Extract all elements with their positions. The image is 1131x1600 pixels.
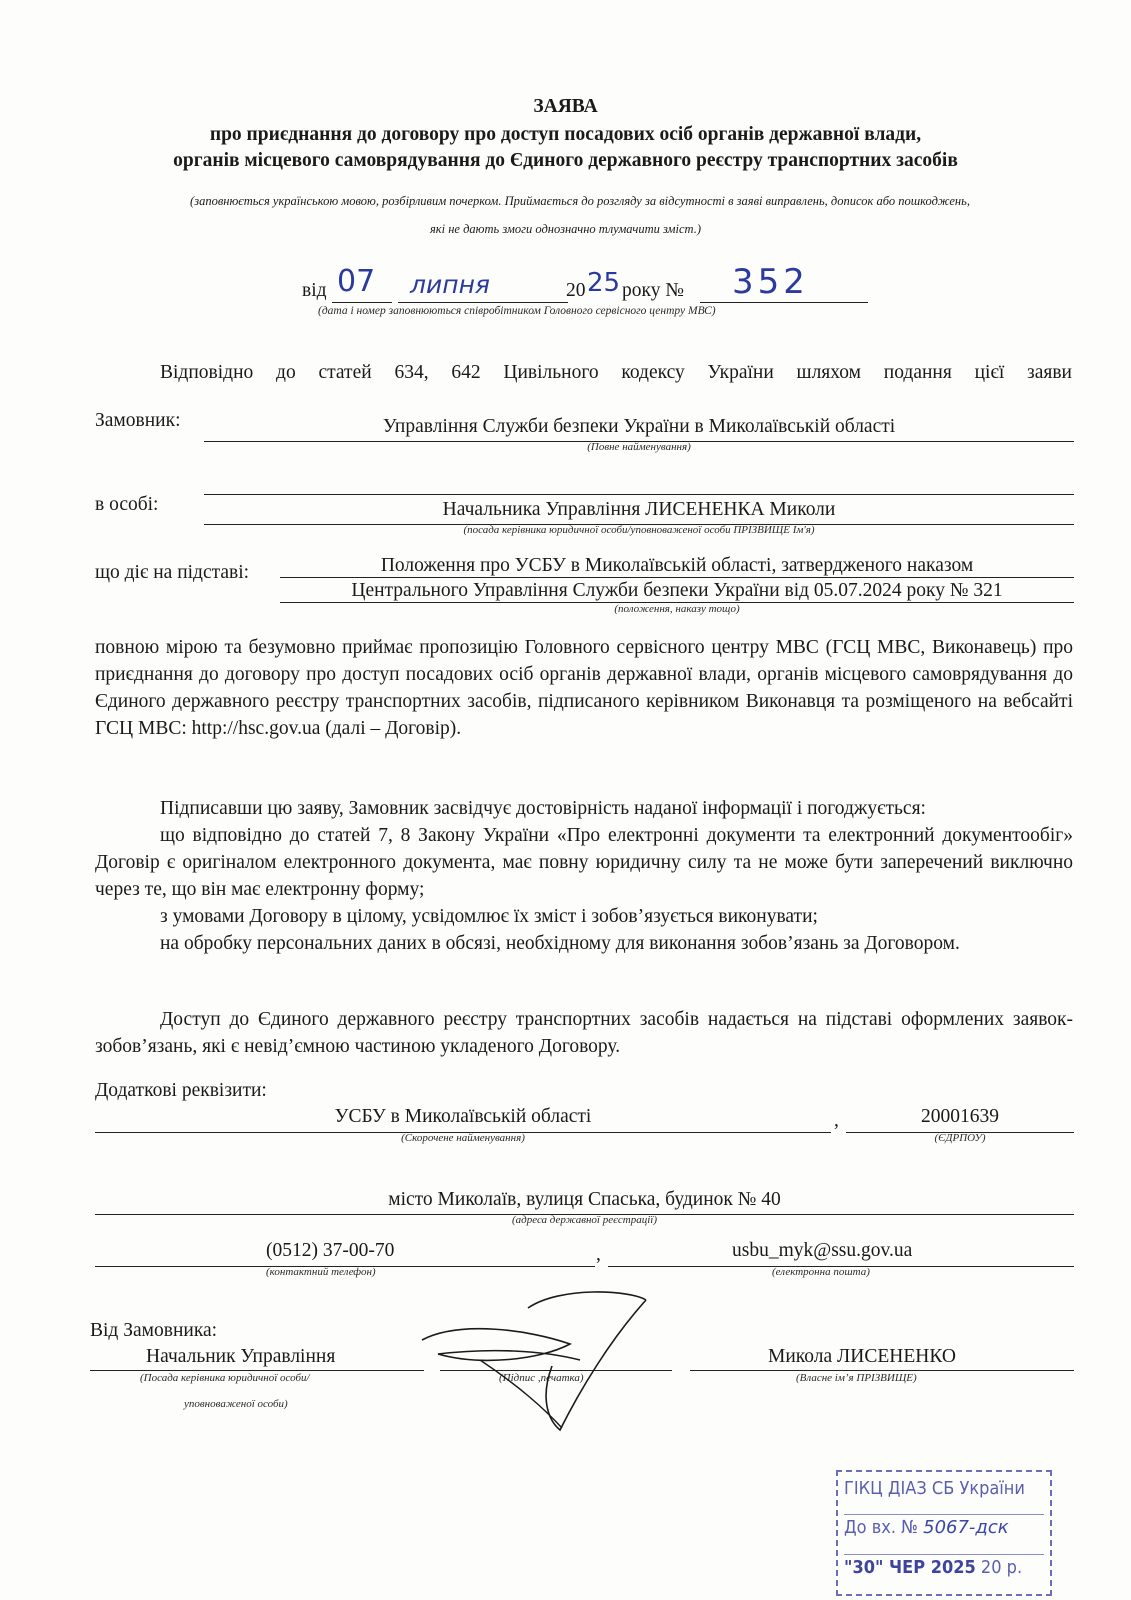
application-number-handwritten: 352 <box>732 262 809 302</box>
date-day-handwritten: 07 <box>337 264 376 299</box>
acceptance-paragraph: повною мірою та безумовно приймає пропозицію Головного сервісного центру МВС (ГСЦ МВС, Виконавець) про приєднання до договору про доступ посадових осіб органів державної влади, органів місцевого самоврядування до Єдиного державного реєстру транспортних засобів, підписаного керівником Виконавця та розміщеного на вебсайті ГСЦ МВС: http://hsc.gov.ua (далі – Договір). <box>95 637 1073 739</box>
contact-phone: (0512) 37-00-70 <box>266 1240 395 1261</box>
agreement-item-electronic-document: що відповідно до статей 7, 8 Закону України «Про електронні документи та електронний документообіг» Договір є оригіналом електронного документа, має повну юридичну силу та не може бути заперечений виключно через те, що він має електронну форму; <box>95 825 1073 900</box>
registration-address: місто Миколаїв, вулиця Спаська, будинок № 40 <box>388 1189 781 1210</box>
agreement-item-terms: з умовами Договору в цілому, усвідомлює їх зміст і зобов’язується виконувати; <box>160 906 818 927</box>
short-name: УСБУ в Миколаївській області <box>334 1106 592 1127</box>
person-name: Начальника Управління ЛИСЕНЕНКА Миколи <box>442 499 836 520</box>
basis-hint: (положення, наказу тощо) <box>614 603 740 615</box>
stamp-date-suffix: 20 р. <box>980 1557 1023 1578</box>
document-subtitle-line-1: про приєднання до договору про доступ посадових осіб органів державної влади, <box>209 124 922 145</box>
signer-name: Микола ЛИСЕНЕНКО <box>768 1346 956 1367</box>
filling-note-line-2: які не дають змоги однозначно тлумачити зміст.) <box>429 222 702 236</box>
document-subtitle-line-2: органів місцевого самоврядування до Єдиного державного реєстру транспортних засобів <box>173 150 958 171</box>
agreement-item-personal-data: на обробку персональних даних в обсязі, необхідному для виконання зобов’язань за Договором. <box>160 933 960 954</box>
position-hint-line-2: уповноваженої особи) <box>184 1398 288 1410</box>
basis-line-1: Положення про УСБУ в Миколаївській області, затвердженого наказом <box>380 555 974 576</box>
position-hint-line-1: (Посада керівника юридичної особи/ <box>140 1372 310 1384</box>
stamp-date: "30" ЧЕР 2025 <box>844 1557 976 1578</box>
separator-comma-2: , <box>596 1244 601 1265</box>
phone-hint: (контактний телефон) <box>266 1266 376 1278</box>
name-hint: (Власне ім’я ПРІЗВИЩЕ) <box>796 1372 917 1384</box>
stamp-organization: ГІКЦ ДІАЗ СБ України <box>844 1478 1025 1499</box>
separator-comma: , <box>834 1110 839 1131</box>
date-year-prefix: 20 <box>566 280 586 301</box>
incoming-registration-stamp <box>836 1470 1052 1596</box>
basis-line-2: Центрального Управління Служби безпеки України від 05.07.2024 року № 321 <box>351 580 1003 601</box>
contact-email: usbu_myk@ssu.gov.ua <box>732 1240 913 1261</box>
agreement-intro: Підписавши цю заяву, Замовник засвідчує достовірність наданої інформації і погоджується: <box>160 798 926 819</box>
handwritten-signature <box>420 1280 660 1440</box>
person-label: в особі: <box>95 494 159 515</box>
date-year-word: року № <box>622 280 684 301</box>
customer-name: Управління Служби безпеки України в Миколаївській області <box>382 416 896 437</box>
email-hint: (електронна пошта) <box>772 1266 870 1278</box>
date-prefix: від <box>302 280 327 301</box>
signature-hint: (Підпис ,печатка) <box>499 1372 584 1384</box>
basis-label: що діє на підставі: <box>95 562 250 583</box>
from-customer-label: Від Замовника: <box>90 1320 218 1341</box>
stamp-incoming-label: До вх. № <box>844 1517 918 1538</box>
filling-note-line-1: (заповнюється українською мовою, розбірливим почерком. Приймається до розгляду за відсутності в заяві виправлень, дописок або пошкоджень, <box>190 194 970 208</box>
document-title: ЗАЯВА <box>533 96 598 117</box>
additional-details-label: Додаткові реквізити: <box>95 1080 267 1101</box>
stamp-incoming-number: 5067-дск <box>923 1517 1009 1538</box>
date-year-suffix-handwritten: 25 <box>587 268 621 298</box>
date-number-hint: (дата і номер заповнюються співробітником Головного сервісного центру МВС) <box>318 305 716 317</box>
address-hint: (адреса державної реєстрації) <box>511 1214 658 1226</box>
edrpou-hint: (ЄДРПОУ) <box>934 1132 986 1144</box>
edrpou-code: 20001639 <box>921 1106 999 1127</box>
stamp-incoming-number-row <box>844 1514 1044 1538</box>
date-month-handwritten: липня <box>410 270 490 299</box>
signer-position: Начальник Управління <box>146 1346 336 1367</box>
person-hint: (посада керівника юридичної особи/уповноваженої особи ПРІЗВИЩЕ Ім'я) <box>463 524 815 536</box>
customer-hint: (Повне найменування) <box>587 441 691 453</box>
access-paragraph: Доступ до Єдиного державного реєстру транспортних засобів надається на підставі оформлених заявок-зобов’язань, які є невід’ємною частиною укладеного Договору. <box>95 1009 1073 1057</box>
stamp-date-row <box>844 1554 1044 1578</box>
intro-sentence: Відповідно до статей 634, 642 Цивільного кодексу України шляхом подання цієї заяви <box>160 362 1072 383</box>
customer-label: Замовник: <box>95 410 181 431</box>
short-name-hint: (Скорочене найменування) <box>401 1132 525 1144</box>
